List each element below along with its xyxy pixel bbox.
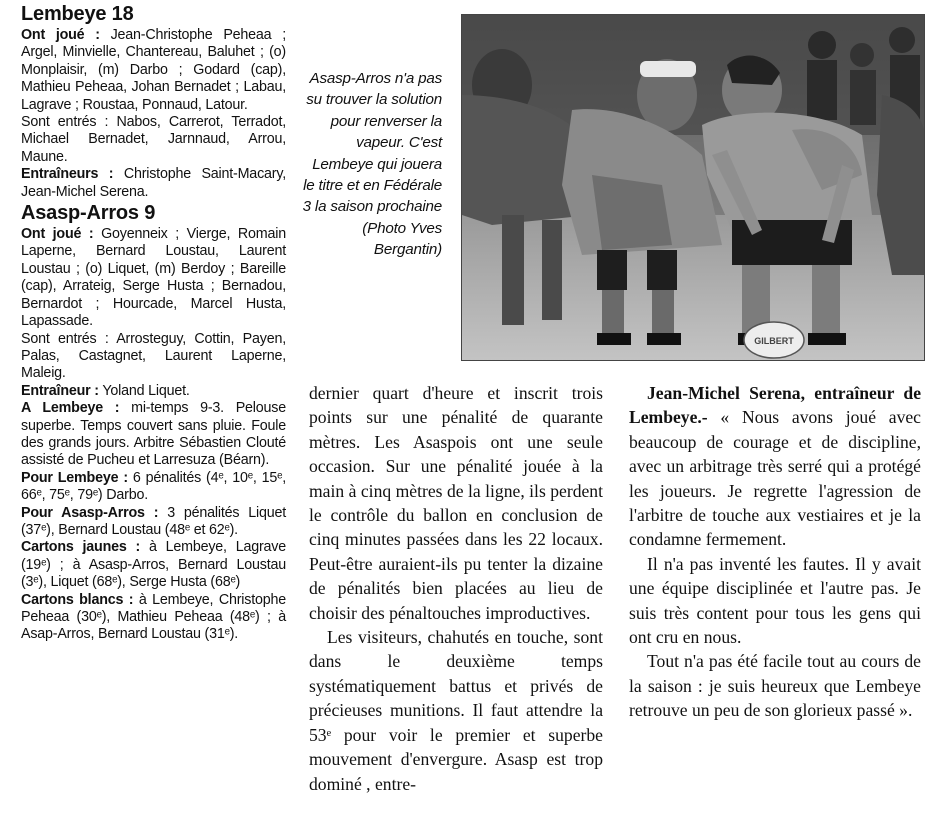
team-title-lembeye: Lembeye 18: [21, 3, 134, 25]
asasp-substitutes: Sont entrés : Arrosteguy, Cottin, Payen, Palas, Castagnet, Laurent Laperne, Maleig.: [21, 330, 286, 382]
interview-paragraph: Tout n'a pas été facile tout au cours de la saison : je suis heureux que Lembeye retrouve un peu de son glorieux passé ».: [629, 651, 921, 721]
lembeye-coaches: Entraîneurs : Christophe Saint-Macary, Jean-Michel Serena.: [21, 166, 286, 200]
article-column-right: [629, 381, 921, 723]
photo-caption: Asasp-Arros n'a pas su trouver la solution pour renverser la vapeur. C'est Lembeye qui jouera le titre et en Fédérale 3 la saison prochaine (Photo Yves Bergantin): [302, 70, 442, 259]
interview-paragraph: Jean-Michel Serena, entraîneur de Lembeye.- « Nous avons joué avec beaucoup de courage et de discipline, avec un arbitrage très serré qui a protégé les joueurs. Je regrette l'agression de l'arbitre de touche aux vestiaires et je la condamne fermement.: [629, 383, 921, 550]
interview-heading: Jean-Michel Serena, entraîneur de Lembeye.-: [629, 383, 921, 428]
article-paragraph: dernier quart d'heure et inscrit trois points sur une pénalité de quarante mètres. Les Asaspois ont une seule occasion. Sur une pénalité jouée à la main à cinq mètres de la ligne, ils perdent le contrôle du ballon en conclusion de cinq minutes passées dans les 22 locaux. Peut-être auraient-ils pu tenter la dizaine de pénalités bien placées au lieu de choisir des pénaltouches improductives.: [309, 383, 603, 623]
photo-illustration: [462, 15, 925, 361]
scoring-asasp: Pour Asasp-Arros : 3 pénalités Liquet (37ᵉ), Bernard Loustau (48ᵉ et 62ᵉ).: [21, 504, 286, 538]
white-cards: Cartons blancs : à Lembeye, Christophe Peheaa (30ᵉ), Mathieu Peheaa (48ᵉ) ; à Asap-Arros, Bernard Loustau (31ᵉ).: [21, 591, 286, 643]
interview-paragraph: Il n'a pas inventé les fautes. Il y avait une équipe disciplinée et l'autre pas. Je suis très content pour tous les gens qui ont cru en nous.: [629, 553, 921, 648]
team-title-asasp: Asasp-Arros 9: [21, 202, 156, 225]
match-venue-info: A Lembeye : mi-temps 9-3. Pelouse superbe. Temps couvert sans pluie. Foule des grands jours. Arbitre Sébastien Clouté assisté de Pucheu et Larresuza (Béarn).: [21, 400, 286, 469]
rugby-scrum-photo: [461, 14, 925, 361]
article-paragraph: Les visiteurs, chahutés en touche, sont dans le deuxième temps systématiquement battus et privés de précieuses munitions. Il faut attendre la 53ᵉ pour voir le premier et superbe mouvement d'envergure. Asasp est trop dominé , entre-: [309, 627, 603, 794]
ball-brand-text: GILBERT: [754, 336, 794, 346]
lembeye-lineup: Ont joué : Jean-Christophe Peheaa ; Argel, Minvielle, Chantereau, Baluhet ; (o) Monplaisir, (m) Darbo ; Godard (cap), Mathieu Peheaa, Johan Bernadet ; Labau, Lagrave ; Roustaa, Ponnaud, Latour.: [21, 27, 286, 113]
asasp-lineup: Ont joué : Goyenneix ; Vierge, Romain Laperne, Bernard Loustau, Laurent Loustau ; (o) Liquet, (m) Berdoy ; Bareille (cap), Arrateig, Serge Husta ; Bernadou, Bernardot ; Hourcade, Marcel Husta, Lapassade.: [21, 226, 286, 330]
rugby-ball-icon: [744, 322, 804, 358]
yellow-cards: Cartons jaunes : à Lembeye, Lagrave (19ᵉ) ; à Asasp-Arros, Bernard Loustau (3ᵉ), Liquet (68ᵉ), Serge Husta (68ᵉ): [21, 539, 286, 591]
match-stats-column: [21, 2, 286, 644]
asasp-coach: Entraîneur : Yoland Liquet.: [21, 382, 190, 399]
scoring-lembeye: Pour Lembeye : 6 pénalités (4ᵉ, 10ᵉ, 15ᵉ, 66ᵉ, 75ᵉ, 79ᵉ) Darbo.: [21, 469, 286, 504]
article-column-middle: [309, 381, 603, 796]
lembeye-substitutes: Sont entrés : Nabos, Carrerot, Terradot, Michael Bernadet, Jarnnaud, Arrou, Maune.: [21, 114, 286, 165]
